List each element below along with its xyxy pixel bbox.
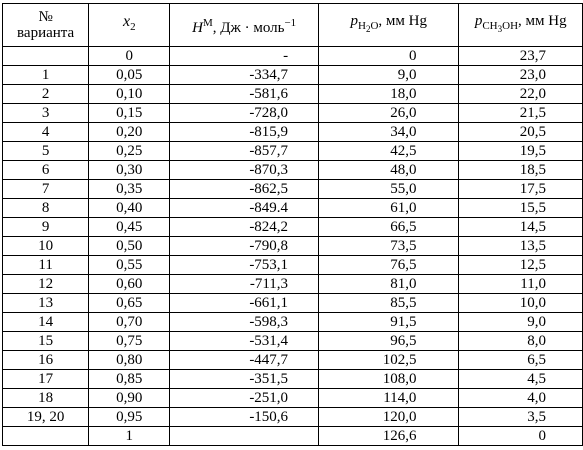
cell-enthalpy: -857,7: [170, 142, 319, 161]
cell-x2: 0,70: [89, 313, 170, 332]
cell-p-h2o: 9,0: [319, 66, 459, 85]
cell-enthalpy: -661,1: [170, 294, 319, 313]
cell-x2: 0,45: [89, 218, 170, 237]
cell-variant: 3: [3, 104, 89, 123]
cell-enthalpy: -531,4: [170, 332, 319, 351]
cell-variant: 1: [3, 66, 89, 85]
cell-variant: 18: [3, 389, 89, 408]
cell-x2: 0,75: [89, 332, 170, 351]
table-body: [3, 47, 583, 446]
cell-variant: [3, 427, 89, 446]
cell-p-h2o: 91,5: [319, 313, 459, 332]
cell-variant: 8: [3, 199, 89, 218]
table-row: [3, 104, 583, 123]
cell-p-ch3oh: 3,5: [459, 408, 583, 427]
cell-p-h2o: 73,5: [319, 237, 459, 256]
cell-variant: 14: [3, 313, 89, 332]
cell-p-h2o: 108,0: [319, 370, 459, 389]
cell-p-h2o: 96,5: [319, 332, 459, 351]
cell-x2: 0,65: [89, 294, 170, 313]
cell-enthalpy: -790,8: [170, 237, 319, 256]
cell-enthalpy: -862,5: [170, 180, 319, 199]
cell-x2: 0,30: [89, 161, 170, 180]
cell-variant: 9: [3, 218, 89, 237]
cell-enthalpy: -711,3: [170, 275, 319, 294]
data-table: [2, 3, 583, 446]
cell-x2: 0,95: [89, 408, 170, 427]
cell-x2: 0,05: [89, 66, 170, 85]
cell-x2: 0,15: [89, 104, 170, 123]
cell-enthalpy: -824,2: [170, 218, 319, 237]
header-h-sup: M: [202, 16, 213, 29]
header-h-units: , Дж · моль: [212, 19, 285, 36]
cell-enthalpy: -351,5: [170, 370, 319, 389]
table-row: [3, 408, 583, 427]
header-h-units-exp: −1: [284, 16, 297, 29]
cell-p-ch3oh: 4,0: [459, 389, 583, 408]
cell-x2: 0,20: [89, 123, 170, 142]
cell-x2: 0: [89, 47, 170, 66]
cell-p-h2o: 126,6: [319, 427, 459, 446]
cell-enthalpy: -334,7: [170, 66, 319, 85]
table-row: [3, 142, 583, 161]
header-x2: [89, 4, 170, 47]
header-variant-word: варианта: [17, 25, 75, 41]
header-p-ch3oh-symbol: p: [474, 12, 483, 29]
table-row: [3, 66, 583, 85]
cell-variant: 13: [3, 294, 89, 313]
cell-p-ch3oh: 22,0: [459, 85, 583, 104]
cell-p-h2o: 61,0: [319, 199, 459, 218]
cell-p-ch3oh: 21,5: [459, 104, 583, 123]
table-row: [3, 85, 583, 104]
header-p-h2o-sub-h: H: [358, 19, 366, 32]
cell-p-ch3oh: 18,5: [459, 161, 583, 180]
cell-enthalpy: -251,0: [170, 389, 319, 408]
cell-p-h2o: 85,5: [319, 294, 459, 313]
cell-enthalpy: -150,6: [170, 408, 319, 427]
cell-variant: [3, 47, 89, 66]
cell-p-ch3oh: 23,7: [459, 47, 583, 66]
cell-enthalpy: -870,3: [170, 161, 319, 180]
cell-variant: 11: [3, 256, 89, 275]
table-row: [3, 218, 583, 237]
cell-variant: 7: [3, 180, 89, 199]
cell-p-h2o: 120,0: [319, 408, 459, 427]
cell-x2: 0,80: [89, 351, 170, 370]
header-p-h2o-sub-2: 2: [365, 24, 371, 35]
cell-variant: 10: [3, 237, 89, 256]
cell-enthalpy: -753,1: [170, 256, 319, 275]
cell-enthalpy: -598,3: [170, 313, 319, 332]
cell-p-ch3oh: 6,5: [459, 351, 583, 370]
cell-enthalpy: -815,9: [170, 123, 319, 142]
header-p-h2o: [319, 4, 459, 47]
cell-enthalpy: -581,6: [170, 85, 319, 104]
cell-x2: 0,40: [89, 199, 170, 218]
cell-variant: 4: [3, 123, 89, 142]
table-row: [3, 275, 583, 294]
header-p-ch3oh-sub-3: 3: [497, 24, 503, 35]
cell-variant: 16: [3, 351, 89, 370]
cell-p-h2o: 34,0: [319, 123, 459, 142]
table-row: [3, 199, 583, 218]
table-row: [3, 294, 583, 313]
header-row: [3, 4, 583, 47]
cell-p-h2o: 114,0: [319, 389, 459, 408]
cell-x2: 0,90: [89, 389, 170, 408]
cell-p-h2o: 66,5: [319, 218, 459, 237]
table-row: [3, 256, 583, 275]
cell-variant: 15: [3, 332, 89, 351]
cell-p-ch3oh: 15,5: [459, 199, 583, 218]
cell-x2: 0,35: [89, 180, 170, 199]
header-p-h2o-symbol: p: [350, 12, 358, 29]
cell-p-h2o: 0: [319, 47, 459, 66]
cell-p-ch3oh: 11,0: [459, 275, 583, 294]
table-row: [3, 180, 583, 199]
header-p-h2o-units: , мм Hg: [378, 12, 427, 29]
cell-p-ch3oh: 4,5: [459, 370, 583, 389]
cell-variant: 19, 20: [3, 408, 89, 427]
cell-p-ch3oh: 17,5: [459, 180, 583, 199]
header-p-ch3oh-units: , мм Hg: [518, 12, 567, 29]
cell-variant: 2: [3, 85, 89, 104]
cell-x2: 0,50: [89, 237, 170, 256]
cell-variant: 5: [3, 142, 89, 161]
header-p-ch3oh: [459, 4, 583, 47]
cell-enthalpy: -447,7: [170, 351, 319, 370]
table-row: [3, 427, 583, 446]
cell-x2: 0,60: [89, 275, 170, 294]
cell-enthalpy: -849.4: [170, 199, 319, 218]
cell-p-ch3oh: 12,5: [459, 256, 583, 275]
table-row: [3, 123, 583, 142]
cell-p-ch3oh: 0: [459, 427, 583, 446]
cell-enthalpy: -: [170, 47, 319, 66]
cell-enthalpy: -728,0: [170, 104, 319, 123]
header-x-sub: 2: [130, 21, 136, 34]
cell-p-ch3oh: 19,5: [459, 142, 583, 161]
cell-p-h2o: 42,5: [319, 142, 459, 161]
cell-p-ch3oh: 14,5: [459, 218, 583, 237]
cell-x2: 0,55: [89, 256, 170, 275]
header-variant-symbol: №: [38, 9, 53, 25]
cell-x2: 0,25: [89, 142, 170, 161]
header-variant: [3, 4, 89, 47]
header-p-ch3oh-sub-ch: CH: [482, 19, 498, 32]
table-row: [3, 237, 583, 256]
header-h-symbol: H: [192, 19, 203, 36]
table-row: [3, 47, 583, 66]
cell-x2: 1: [89, 427, 170, 446]
cell-enthalpy: [170, 427, 319, 446]
cell-p-ch3oh: 23,0: [459, 66, 583, 85]
table-row: [3, 389, 583, 408]
cell-p-ch3oh: 8,0: [459, 332, 583, 351]
cell-p-h2o: 76,5: [319, 256, 459, 275]
header-p-ch3oh-sub-oh: OH: [502, 19, 519, 32]
table-row: [3, 351, 583, 370]
cell-x2: 0,10: [89, 85, 170, 104]
cell-p-h2o: 102,5: [319, 351, 459, 370]
cell-p-h2o: 18,0: [319, 85, 459, 104]
cell-p-h2o: 81,0: [319, 275, 459, 294]
header-enthalpy: [170, 4, 319, 47]
table-row: [3, 370, 583, 389]
cell-p-h2o: 48,0: [319, 161, 459, 180]
cell-p-h2o: 26,0: [319, 104, 459, 123]
cell-variant: 12: [3, 275, 89, 294]
cell-p-ch3oh: 13,5: [459, 237, 583, 256]
table-row: [3, 313, 583, 332]
table-row: [3, 332, 583, 351]
cell-x2: 0,85: [89, 370, 170, 389]
cell-variant: 17: [3, 370, 89, 389]
cell-p-ch3oh: 20,5: [459, 123, 583, 142]
cell-p-ch3oh: 9,0: [459, 313, 583, 332]
header-x-symbol: x: [122, 13, 131, 31]
cell-variant: 6: [3, 161, 89, 180]
cell-p-ch3oh: 10,0: [459, 294, 583, 313]
cell-p-h2o: 55,0: [319, 180, 459, 199]
header-p-h2o-sub-o: O: [370, 19, 379, 32]
table-row: [3, 161, 583, 180]
